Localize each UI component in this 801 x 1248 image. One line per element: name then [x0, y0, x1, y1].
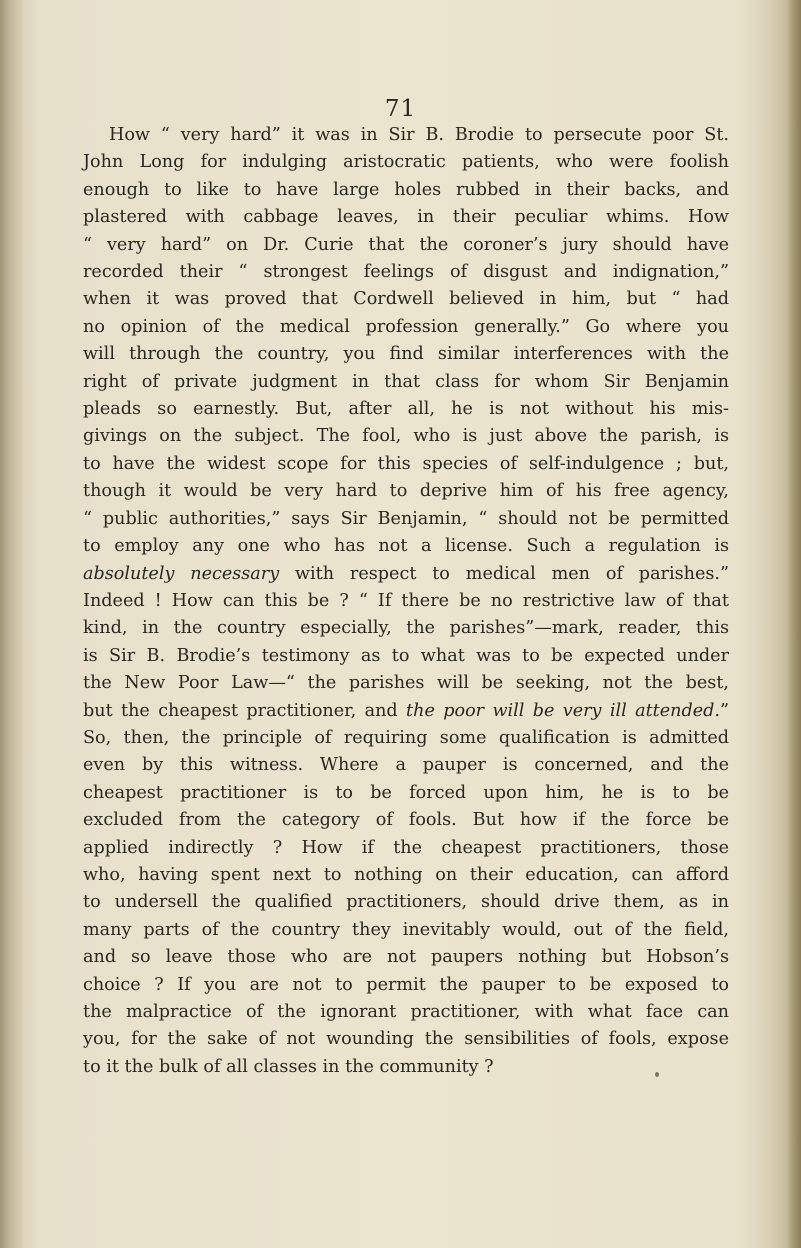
text-line: the malpractice of the ignorant practitioner, with what face can	[83, 1002, 729, 1022]
text-line: John Long for indulging aristocratic patients, who were foolish	[83, 152, 729, 173]
text-line: absolutely necessary with respect to medical men of parishes.”	[83, 563, 729, 584]
text-line: right of private judgment in that class for whom Sir Benjamin	[83, 371, 729, 392]
italic-emphasis: the poor will be very ill attended.	[406, 700, 720, 721]
text-line: to undersell the qualified practitioners, should drive them, as in	[83, 892, 729, 913]
text-line: enough to like to have large holes rubbed in their backs, and	[83, 179, 729, 200]
paper-speck	[655, 1072, 659, 1077]
text-line: the New Poor Law—“ the parishes will be seeking, not the best,	[83, 673, 729, 694]
text-line: many parts of the country they inevitably would, out of the field,	[83, 919, 729, 940]
text-line: will through the country, you find similar interferences with the	[83, 344, 729, 365]
text-line: “ very hard” on Dr. Curie that the coroner’s jury should have	[83, 234, 729, 255]
text-line: pleads so earnestly. But, after all, he is not without his mis-	[83, 399, 729, 420]
text-line: applied indirectly ? How if the cheapest practitioners, those	[83, 837, 729, 858]
text-line: givings on the subject. The fool, who is just above the parish, is	[83, 426, 729, 447]
text-line: choice ? If you are not to permit the pauper to be exposed to	[83, 974, 729, 995]
text-line: “ public authorities,” says Sir Benjamin, “ should not be permitted	[83, 508, 729, 529]
text-line: So, then, the principle of requiring some qualification is admitted	[83, 727, 729, 748]
text-line: is Sir B. Brodie’s testimony as to what was to be expected under	[83, 645, 729, 666]
text-line: even by this witness. Where a pauper is concerned, and the	[83, 755, 729, 776]
page-left-shadow	[0, 0, 22, 1248]
text-line: to it the bulk of all classes in the community ?	[83, 1056, 494, 1077]
text-line: and so leave those who are not paupers nothing but Hobson’s	[83, 947, 729, 968]
text-line: to employ any one who has not a license. Such a regulation is	[83, 536, 729, 557]
text-line: recorded their “ strongest feelings of disgust and indignation,”	[83, 262, 729, 283]
text-line: cheapest practitioner is to be forced upon him, he is to be	[83, 782, 729, 803]
text-line: plastered with cabbage leaves, in their peculiar whims. How	[83, 207, 729, 228]
text-line: Indeed ! How can this be ? “ If there be no restrictive law of that	[83, 590, 729, 611]
page-right-edge	[787, 0, 801, 1248]
italic-emphasis: absolutely necessary	[83, 563, 280, 584]
text-line: How “ very hard” it was in Sir B. Brodie to persecute poor St.	[109, 125, 729, 145]
text-line: you, for the sake of not wounding the sensibilities of fools, expose	[83, 1029, 729, 1050]
text-line: though it would be very hard to deprive him of his free agency,	[83, 481, 729, 502]
text-line: excluded from the category of fools. But how if the force be	[83, 810, 729, 831]
text-line: when it was proved that Cordwell believed in him, but “ had	[83, 289, 729, 310]
text-line: to have the widest scope for this species of self-indulgence ; but,	[83, 453, 729, 474]
body-paragraph	[83, 122, 729, 1081]
text-line: who, having spent next to nothing on their education, can afford	[83, 864, 729, 885]
text-line: no opinion of the medical profession generally.” Go where you	[83, 316, 729, 337]
page-number: 71	[384, 96, 417, 122]
text-line: kind, in the country especially, the parishes”—mark, reader, this	[83, 618, 729, 639]
text-line: but the cheapest practitioner, and the poor will be very ill attended.”	[83, 700, 729, 721]
